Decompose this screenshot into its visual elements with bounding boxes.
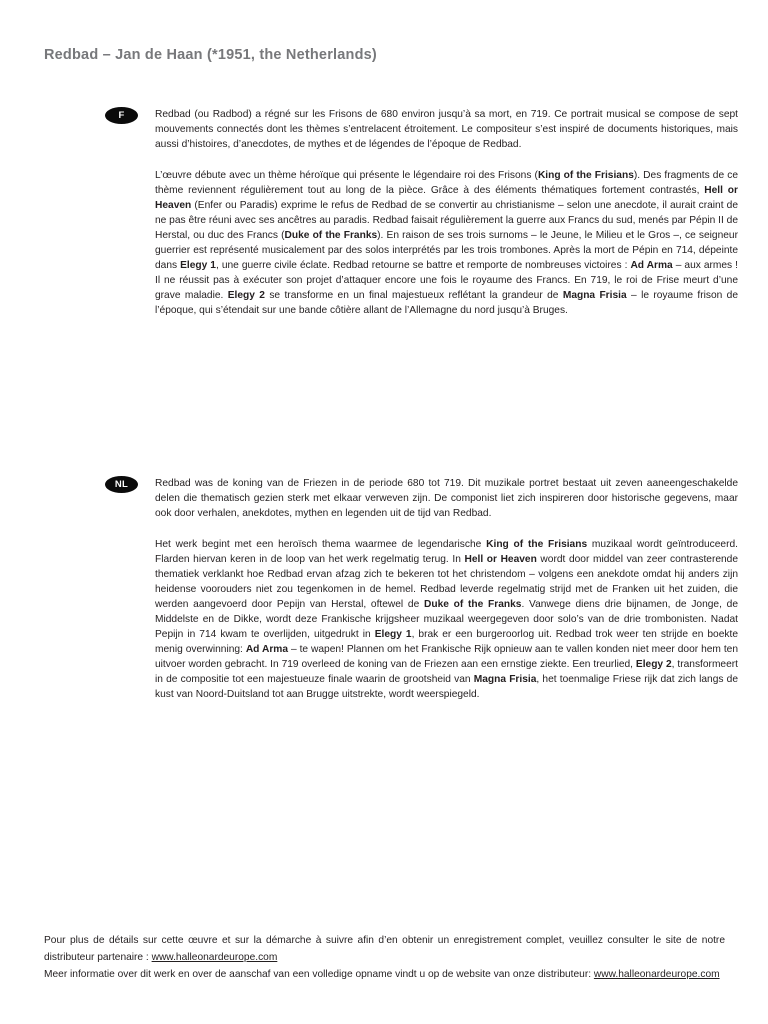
emphasis-text: Hell or Heaven [464, 554, 537, 565]
emphasis-text: Elegy 1 [180, 260, 216, 271]
text-run: , transformeert in de compositie tot een majestueuze finale waarin de grootsheid van [155, 659, 738, 685]
dutch-paragraph-1 [155, 476, 738, 521]
emphasis-text: Magna Frisia [473, 674, 537, 685]
text-run: L’œuvre débute avec un thème héroïque qui présente le légendaire roi des Frisons ( [155, 170, 538, 181]
emphasis-text: Elegy 2 [227, 290, 265, 301]
text-run: , brak er een burgeroorlog uit. Redbad trok weer ten strijde en boekte menig overwinning: [155, 629, 738, 655]
emphasis-text: Ad Arma [630, 260, 673, 271]
language-badge-french: F [105, 107, 138, 124]
text-run: ). En raison de ses trois surnoms – le Jeune, le Milieu et le Gros –, ce seigneur guerrier est représenté musicalement par des solos interprétés par les trois trombones. Après la mort de Pépin en 714, dépeinte dans [155, 230, 738, 271]
section-french [0, 107, 738, 318]
text-run: Het werk begint met een heroïsch thema waarmee de legendarische [155, 539, 487, 550]
dutch-paragraph-2 [155, 537, 738, 702]
text-run: muzikaal wordt geïntroduceerd. Flarden hiervan keren in de loop van het werk regelmatig terug. In [155, 539, 738, 565]
french-paragraph-2 [155, 168, 738, 318]
emphasis-text: Hell or Heaven [155, 185, 738, 211]
emphasis-text: Duke of the Franks [424, 599, 522, 610]
page-footer [44, 932, 725, 983]
emphasis-text: King of the Frisians [537, 170, 634, 181]
language-badge-dutch: NL [105, 476, 138, 493]
text-run: . Vanwege diens drie bijnamen, de Jonge, de Middelste en de Dikke, wordt deze Frankische krijgsheer muzikaal weergegeven door solo’s van de drie trombonisten. Nadat Pepijn in 714 kwam te overlijden, uitgedrukt in [155, 599, 738, 640]
text-run: – aux armes ! Il ne réussit pas à exécuter son projet d’attaquer encore une fois le royaume des Francs. En 719, le roi de Frise meurt d’une grave maladie. [155, 260, 738, 301]
text-run: – le royaume frison de l’époque, qui s’étendait sur une bande côtière allant de l’Allemagne du nord jusqu’à Bruges. [155, 290, 738, 316]
page-title: Redbad – Jan de Haan (*1951, the Netherlands) [44, 47, 377, 63]
text-column-french [155, 107, 738, 318]
distributor-link[interactable]: www.halleonardeurope.com [593, 969, 720, 980]
emphasis-text: Elegy 1 [374, 629, 412, 640]
emphasis-text: King of the Frisians [486, 539, 588, 550]
text-run: (Enfer ou Paradis) exprime le refus de Redbad de se convertir au christianisme – selon une anecdote, il aurait craint de ne pas être réuni avec ses ancêtres au paradis. Redbad faisait régulièrement la guerre aux Francs du sud, menés par Pépin II de Herstal, ou duc des Francs ( [155, 200, 738, 241]
distributor-link[interactable]: www.halleonardeurope.com [151, 952, 278, 963]
text-run: Meer informatie over dit werk en over de aanschaf van een volledige opname vindt u op de website van onze distributeur: [44, 969, 594, 980]
badge-column-french [0, 107, 138, 124]
emphasis-text: Ad Arma [245, 644, 289, 655]
text-run: , het toenmalige Friese rijk dat zich langs de kust van Noord-Duitsland tot aan Brugge uitstrekte, wordt weerspiegeld. [155, 674, 738, 700]
text-column-dutch [155, 476, 738, 702]
section-dutch [0, 476, 738, 702]
text-run: se transforme en un final majestueux reflétant la grandeur de [264, 290, 563, 301]
text-run: Pour plus de détails sur cette œuvre et sur la démarche à suivre afin d’en obtenir un enregistrement complet, veuillez consulter le site de notre distributeur partenaire : [44, 935, 725, 963]
french-paragraph-1 [155, 107, 738, 152]
badge-column-dutch [0, 476, 138, 493]
emphasis-text: Duke of the Franks [284, 230, 378, 241]
emphasis-text: Elegy 2 [635, 659, 672, 670]
text-run: Redbad (ou Radbod) a régné sur les Frisons de 680 environ jusqu’à sa mort, en 719. Ce portrait musical se compose de sept mouvements connectés dont les thèmes s’entrelacent étroitement. Le compositeur s’est inspiré de documents historiques, mais aussi d’histoires, d’anecdotes, de mythes et de légendes de l’époque de Redbad. [155, 109, 738, 150]
footer-line-dutch [44, 966, 725, 983]
text-run: Redbad was de koning van de Friezen in de periode 680 tot 719. Dit muzikale portret bestaat uit zeven aaneengeschakelde delen die thematisch gezien sterk met elkaar verweven zijn. De componist liet zich inspireren door historische gegevens, maar ook door verhalen, anekdotes, mythen en legenden uit de tijd van Redbad. [155, 478, 738, 519]
emphasis-text: Magna Frisia [562, 290, 627, 301]
text-run: – te wapen! Plannen om het Frankische Rijk opnieuw aan te vallen konden niet meer door hem ten uitvoer worden gebracht. In 719 overleed de koning van de Friezen aan een ernstige ziekte. Een treurlied, [155, 644, 739, 670]
text-run: , une guerre civile éclate. Redbad retourne se battre et remporte de nombreuses victoires : [215, 260, 631, 271]
text-run: ). Des fragments de ce thème reviennent régulièrement tout au long de la pièce. Grâce à des éléments thématiques fortement contrastés, [155, 170, 738, 196]
footer-line-french [44, 932, 725, 966]
text-run: wordt door middel van zeer contrasterende thematiek verklankt hoe Redbad ervan afzag zich te bekeren tot het christendom – volgens een anekdote omdat hij anders zijn heidense voorouders niet zou tegenkomen in de hemel. Redbad leverde regelmatig strijd met de Franken uit het zuiden, die werden aangevoerd door Pepijn van Herstal, oftewel de [155, 554, 738, 610]
